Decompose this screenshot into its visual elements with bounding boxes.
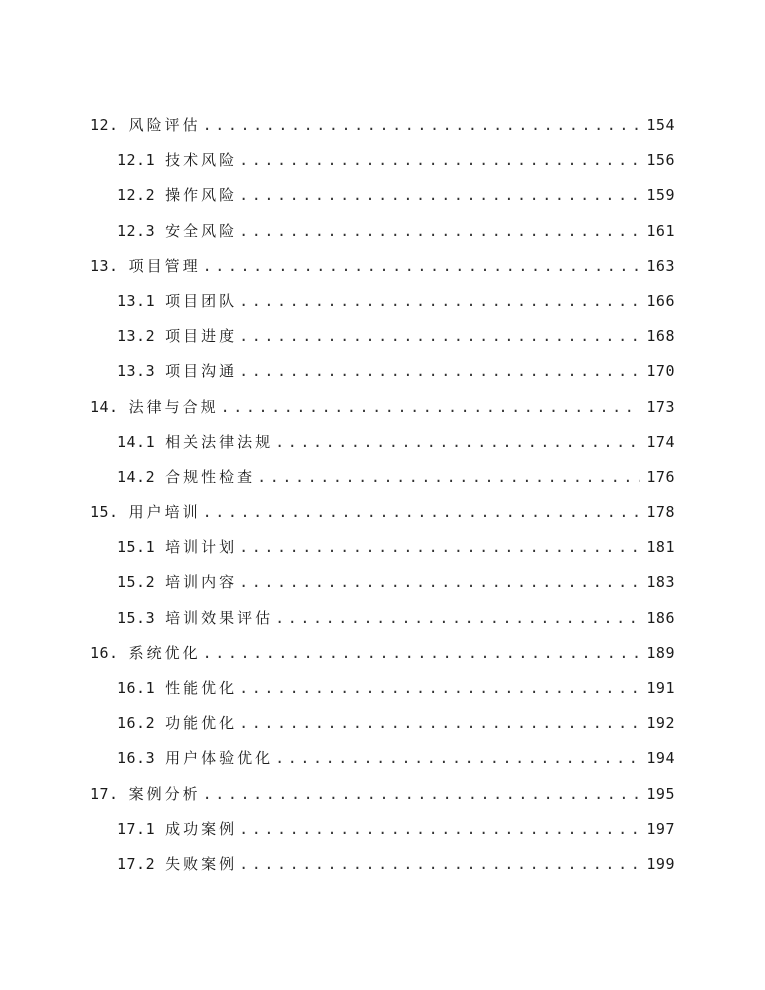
toc-entry-number: 12. xyxy=(90,116,119,134)
table-of-contents xyxy=(0,107,765,881)
toc-entry-17-1[interactable] xyxy=(0,811,765,846)
toc-entry-number: 17.1 xyxy=(117,819,156,838)
toc-entry-title: 失败案例 xyxy=(165,854,238,873)
toc-entry-page: 163 xyxy=(646,256,675,275)
toc-leader-dots xyxy=(203,784,641,804)
toc-entry-number: 15. xyxy=(90,503,119,522)
toc-entry-number: 14.1 xyxy=(117,432,156,451)
toc-entry-number: 17. xyxy=(90,784,119,803)
toc-entry-title: 项目进度 xyxy=(165,327,238,346)
toc-entry-page: 186 xyxy=(646,608,675,627)
toc-entry-page: 191 xyxy=(646,679,675,697)
toc-entry-13[interactable] xyxy=(0,248,765,283)
toc-leader-dots xyxy=(239,854,640,874)
toc-entry-title: 功能优化 xyxy=(165,714,238,733)
toc-entry-number: 12.1 xyxy=(117,151,156,170)
toc-entry-title: 性能优化 xyxy=(165,679,238,697)
toc-entry-title: 培训内容 xyxy=(165,573,238,592)
toc-entry-12-3[interactable] xyxy=(0,213,765,248)
toc-entry-page: 176 xyxy=(646,467,675,486)
toc-entry-title: 合规性检查 xyxy=(165,467,256,486)
toc-leader-dots xyxy=(239,185,640,205)
toc-entry-number: 15.3 xyxy=(117,608,156,627)
toc-entry-14-1[interactable] xyxy=(0,424,765,459)
toc-entry-title: 系统优化 xyxy=(128,643,201,662)
toc-entry-number: 17.2 xyxy=(117,854,156,873)
toc-entry-title: 风险评估 xyxy=(128,116,201,134)
toc-entry-number: 12.3 xyxy=(117,221,156,240)
toc-leader-dots xyxy=(221,397,641,417)
toc-entry-number: 16. xyxy=(90,643,119,662)
toc-entry-page: 168 xyxy=(646,327,675,346)
toc-entry-page: 183 xyxy=(646,573,675,592)
toc-entry-title: 案例分析 xyxy=(128,784,201,803)
toc-leader-dots xyxy=(239,150,640,170)
toc-entry-title: 技术风险 xyxy=(165,151,238,170)
toc-leader-dots xyxy=(239,326,640,346)
toc-leader-dots xyxy=(239,291,640,311)
toc-entry-number: 13.3 xyxy=(117,362,156,381)
toc-leader-dots xyxy=(203,502,641,522)
toc-entry-page: 173 xyxy=(646,397,675,416)
toc-entry-number: 16.1 xyxy=(117,679,156,697)
toc-entry-page: 154 xyxy=(646,116,675,134)
toc-entry-title: 项目沟通 xyxy=(165,362,238,381)
toc-leader-dots xyxy=(239,361,640,381)
toc-entry-12[interactable] xyxy=(0,107,765,142)
toc-entry-page: 161 xyxy=(646,221,675,240)
toc-entry-page: 189 xyxy=(646,643,675,662)
toc-entry-page: 159 xyxy=(646,186,675,205)
toc-entry-14[interactable] xyxy=(0,389,765,424)
toc-entry-17[interactable] xyxy=(0,776,765,811)
toc-entry-13-3[interactable] xyxy=(0,353,765,388)
toc-entry-15-3[interactable] xyxy=(0,600,765,635)
toc-entry-number: 16.3 xyxy=(117,749,156,768)
toc-entry-number: 14.2 xyxy=(117,467,156,486)
toc-entry-title: 项目团队 xyxy=(165,291,238,310)
toc-entry-page: 166 xyxy=(646,291,675,310)
toc-leader-dots xyxy=(239,819,640,839)
toc-entry-title: 用户体验优化 xyxy=(165,749,274,768)
toc-entry-title: 相关法律法规 xyxy=(165,432,274,451)
toc-entry-number: 13.2 xyxy=(117,327,156,346)
toc-entry-title: 操作风险 xyxy=(165,186,238,205)
toc-entry-16[interactable] xyxy=(0,635,765,670)
toc-leader-dots xyxy=(239,572,640,592)
toc-entry-13-2[interactable] xyxy=(0,318,765,353)
toc-entry-number: 13.1 xyxy=(117,291,156,310)
toc-entry-15[interactable] xyxy=(0,494,765,529)
toc-leader-dots xyxy=(239,221,640,241)
toc-entry-number: 16.2 xyxy=(117,714,156,733)
toc-entry-12-1[interactable] xyxy=(0,142,765,177)
toc-entry-title: 成功案例 xyxy=(165,819,238,838)
toc-entry-16-1[interactable] xyxy=(0,670,765,705)
toc-entry-page: 197 xyxy=(646,819,675,838)
toc-entry-page: 174 xyxy=(646,432,675,451)
toc-entry-number: 14. xyxy=(90,397,119,416)
toc-leader-dots xyxy=(239,678,640,698)
toc-leader-dots xyxy=(239,537,640,557)
toc-entry-title: 培训计划 xyxy=(165,538,238,557)
toc-leader-dots xyxy=(203,256,641,276)
toc-leader-dots xyxy=(275,608,640,628)
toc-entry-number: 13. xyxy=(90,256,119,275)
toc-entry-15-2[interactable] xyxy=(0,564,765,599)
toc-entry-title: 安全风险 xyxy=(165,221,238,240)
toc-entry-15-1[interactable] xyxy=(0,529,765,564)
toc-entry-title: 用户培训 xyxy=(128,503,201,522)
toc-leader-dots xyxy=(203,643,641,663)
toc-entry-number: 15.2 xyxy=(117,573,156,592)
toc-entry-16-3[interactable] xyxy=(0,740,765,775)
toc-entry-13-1[interactable] xyxy=(0,283,765,318)
toc-entry-14-2[interactable] xyxy=(0,459,765,494)
toc-leader-dots xyxy=(257,467,640,487)
toc-leader-dots xyxy=(239,713,640,733)
toc-entry-12-2[interactable] xyxy=(0,177,765,212)
toc-entry-number: 15.1 xyxy=(117,538,156,557)
toc-entry-16-2[interactable] xyxy=(0,705,765,740)
toc-entry-page: 170 xyxy=(646,362,675,381)
toc-entry-page: 194 xyxy=(646,749,675,768)
toc-entry-page: 199 xyxy=(646,854,675,873)
toc-entry-page: 181 xyxy=(646,538,675,557)
toc-entry-number: 12.2 xyxy=(117,186,156,205)
toc-entry-page: 195 xyxy=(646,784,675,803)
toc-leader-dots xyxy=(203,115,641,135)
toc-leader-dots xyxy=(275,432,640,452)
toc-entry-title: 法律与合规 xyxy=(128,397,219,416)
toc-entry-page: 192 xyxy=(646,714,675,733)
toc-entry-page: 178 xyxy=(646,503,675,522)
toc-entry-title: 培训效果评估 xyxy=(165,608,274,627)
toc-entry-title: 项目管理 xyxy=(128,256,201,275)
toc-entry-17-2[interactable] xyxy=(0,846,765,881)
toc-entry-page: 156 xyxy=(646,151,675,170)
toc-leader-dots xyxy=(275,748,640,768)
